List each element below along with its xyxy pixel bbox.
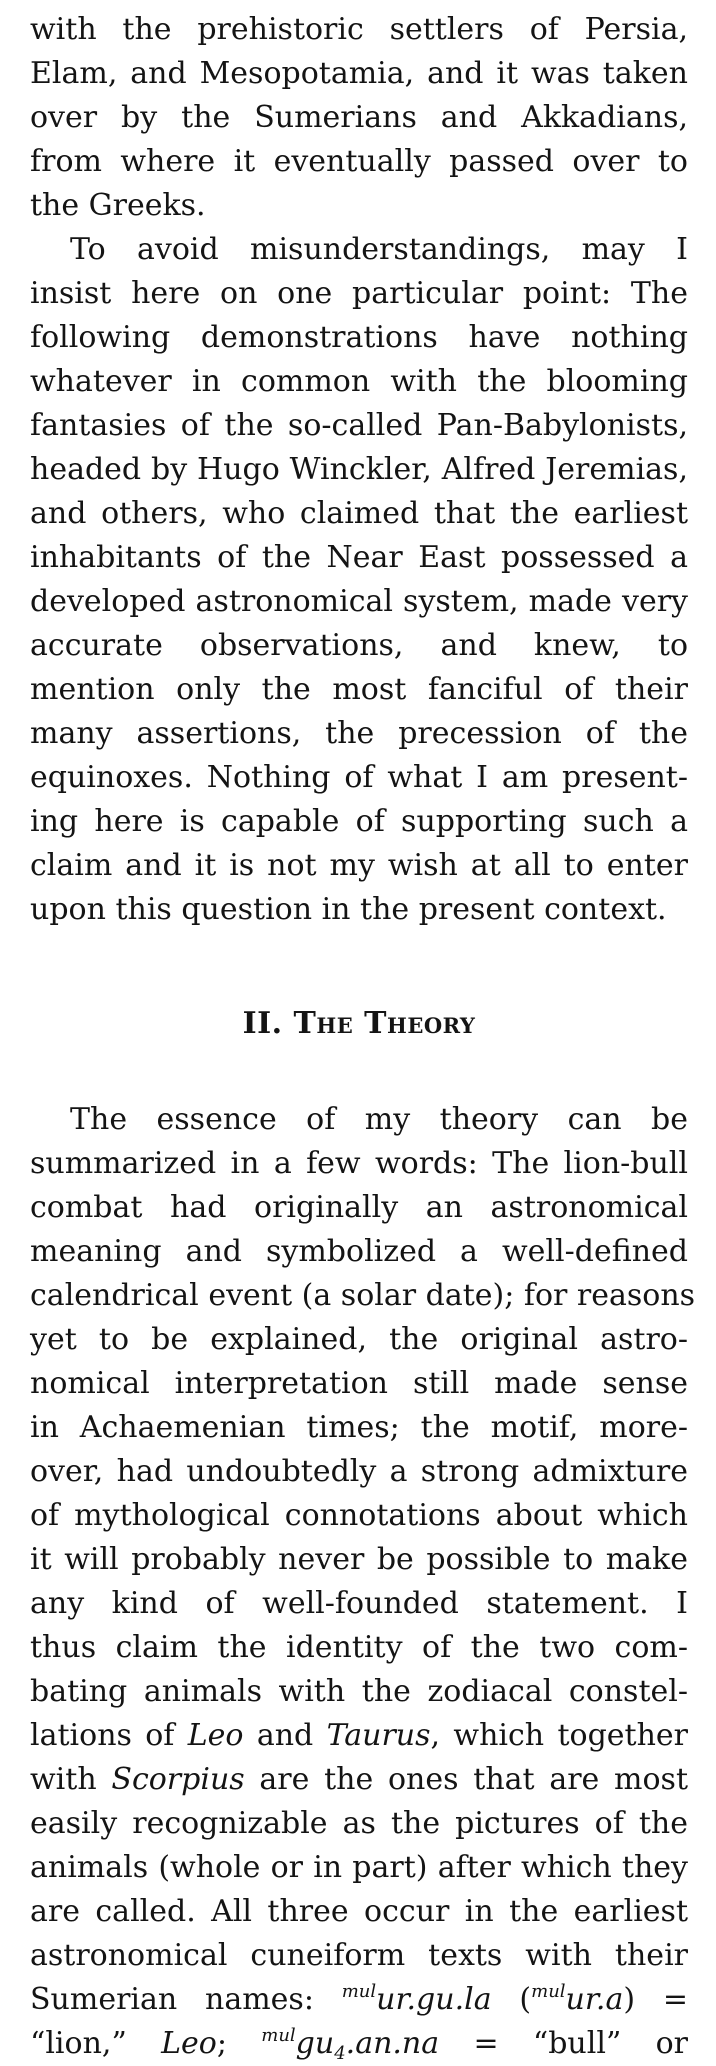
section-heading (30, 932, 688, 1098)
text-line: astronomical cuneiform texts with their (30, 1938, 688, 1973)
text-run: are the ones that are most (244, 1762, 688, 1797)
text-line: developed astronomical system, made very (30, 584, 688, 619)
text-line: meaning and symbolized a well-defined (30, 1234, 688, 1269)
text-line: are called. All three occur in the earliest (30, 1894, 688, 1929)
text-line: thus claim the identity of the two com- (30, 1630, 688, 1665)
text-line: accurate observations, and knew, to (30, 628, 688, 663)
text-line: with the prehistoric settlers of Persia, (30, 12, 688, 47)
text-line: ing here is capable of supporting such a (30, 804, 688, 839)
text-line: nomical interpretation still made sense (30, 1366, 688, 1401)
section-number: II. (242, 1006, 283, 1041)
text-line: following demonstrations have nothing (30, 320, 688, 355)
text-line: the Greeks. (30, 188, 206, 223)
text-line: of mythological connotations about which (30, 1498, 688, 1533)
text-line: headed by Hugo Winckler, Alfred Jeremias, (30, 452, 688, 487)
text-line (30, 1758, 688, 1802)
determinative-mul: mul (531, 1981, 566, 2002)
italic-term-leo: Leo (187, 1718, 244, 1753)
text-line: bating animals with the zodiacal constel- (30, 1674, 688, 1709)
subscript-index: 4 (334, 2043, 346, 2064)
text-line: upon this question in the present context. (30, 892, 667, 927)
text-run: and (243, 1718, 327, 1753)
text-line: animals (whole or in part) after which they (30, 1850, 688, 1885)
paragraph-2 (30, 228, 688, 932)
italic-term-taurus: Taurus (326, 1718, 431, 1753)
text-line: calendrical event (a solar date); for reasons (30, 1278, 696, 1313)
text-line: inhabitants of the Near East possessed a (30, 540, 688, 575)
text-run: Sumerian names: (30, 1982, 342, 2017)
text-line: over, had undoubtedly a strong admixture (30, 1454, 688, 1489)
text-line: whatever in common with the blooming (30, 364, 688, 399)
text-run: ( (491, 1982, 532, 2017)
text-line: and others, who claimed that the earliest (30, 496, 688, 531)
sumerian-name: ur.a (565, 1982, 624, 2017)
text-run: gu (295, 2026, 335, 2061)
text-line (30, 2022, 688, 2066)
italic-term-scorpius: Scorpius (111, 1762, 245, 1797)
text-line: easily recognizable as the pictures of the (30, 1806, 688, 1841)
text-run: “lion,” (30, 2026, 162, 2061)
text-line: any kind of well-founded statement. I (30, 1586, 688, 1621)
text-line: To avoid misunderstandings, may I (70, 232, 688, 267)
text-line (30, 1714, 688, 1758)
text-line: many assertions, the precession of the (30, 716, 688, 751)
text-line: it will probably never be possible to make (30, 1542, 688, 1577)
text-line: The essence of my theory can be (70, 1102, 688, 1137)
text-line: yet to be explained, the original astro- (30, 1322, 688, 1357)
text-line: fantasies of the so-called Pan-Babylonists, (30, 408, 688, 443)
text-line: summarized in a few words: The lion-bull (30, 1146, 688, 1181)
text-line: insist here on one particular point: The (30, 276, 688, 311)
text-run: , which together (430, 1718, 688, 1753)
text-run: .an.na (345, 2026, 440, 2061)
section-title: The Theory (293, 1006, 476, 1041)
text-run: ) = (623, 1982, 688, 2017)
text-line: in Achaemenian times; the motif, more- (30, 1410, 688, 1445)
document-page (30, 8, 696, 2066)
determinative-mul: mul (261, 2025, 296, 2046)
text-line: over by the Sumerians and Akkadians, (30, 100, 688, 135)
text-line: equinoxes. Nothing of what I am present- (30, 760, 688, 795)
text-run: = “bull” or (439, 2026, 688, 2061)
italic-term-leo: Leo (161, 2026, 217, 2061)
text-run: ; (216, 2026, 262, 2061)
text-line: from where it eventually passed over to (30, 144, 688, 179)
paragraph-1 (30, 8, 688, 228)
text-line: Elam, and Mesopotamia, and it was taken (30, 56, 688, 91)
paragraph-3 (30, 1098, 696, 2066)
text-line: combat had originally an astronomical (30, 1190, 688, 1225)
text-run: lations of (30, 1718, 188, 1753)
sumerian-name (295, 2026, 440, 2064)
sumerian-name: ur.gu.la (376, 1982, 492, 2017)
text-run: with (30, 1762, 112, 1797)
text-line: claim and it is not my wish at all to enter (30, 848, 688, 883)
text-line (30, 1978, 688, 2022)
text-line: mention only the most fanciful of their (30, 672, 688, 707)
determinative-mul: mul (341, 1981, 377, 2002)
